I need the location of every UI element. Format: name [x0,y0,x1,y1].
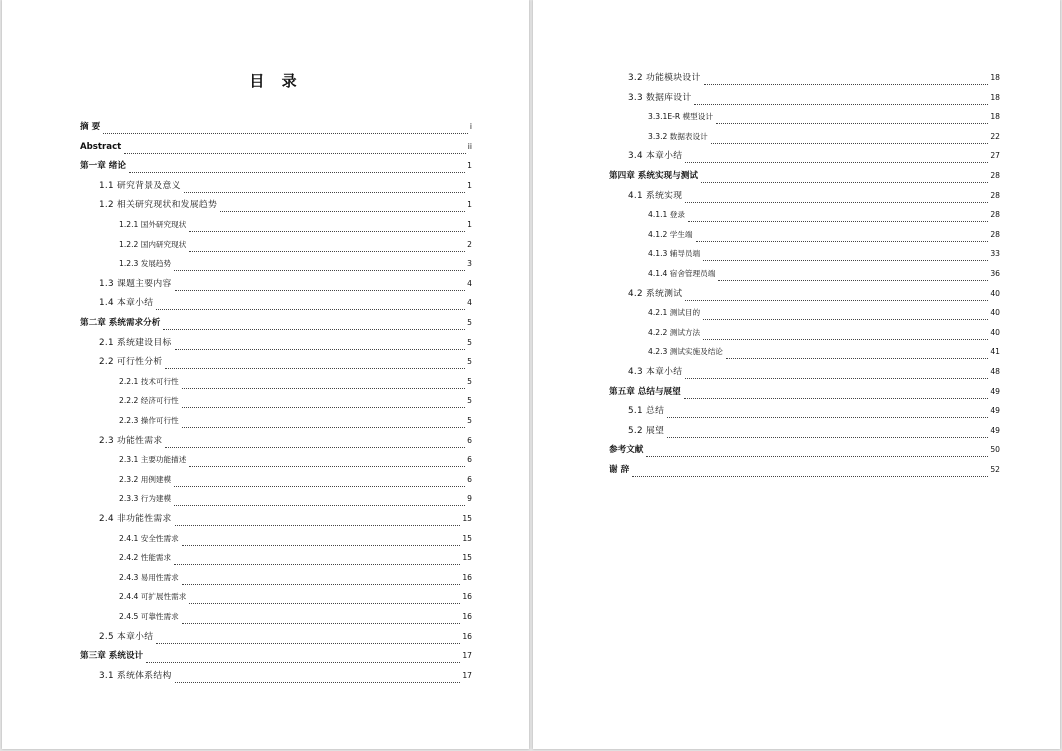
toc-entry-page-number: 1 [467,180,472,190]
dot-leader [703,251,988,261]
toc-entry-page-number: ii [467,141,472,151]
dot-leader [124,144,466,154]
dot-leader [165,438,465,448]
toc-entry-label: 4.2 系统测试 [628,288,683,299]
toc-entry[interactable] [609,385,1000,399]
toc-entry-page-number: 5 [467,416,472,425]
toc-entry-label: 摘 要 [80,122,101,132]
toc-entry-page-number: 4 [467,278,472,288]
toc-entry[interactable] [99,512,472,526]
toc-entry[interactable] [628,149,1000,163]
toc-entry[interactable] [628,404,1000,418]
toc-entry[interactable] [119,375,472,389]
toc-entry-label: 5.1 总结 [628,406,665,417]
dot-leader [189,222,465,232]
toc-entry-label: 3.3 数据库设计 [628,92,692,103]
toc-entry-label: 2.4 非功能性需求 [99,514,172,524]
toc-entry-label: 2.4.1 安全性需求 [119,533,179,543]
toc-entry-page-number: 5 [467,357,472,367]
dot-leader [165,359,465,369]
toc-entry-page-number: 48 [990,367,1000,376]
toc-entry-page-number: 22 [990,131,1000,141]
toc-page-left [2,0,529,749]
toc-entry-page-number: 40 [990,308,1000,318]
toc-entry[interactable] [80,316,472,330]
toc-entry-page-number: 5 [467,318,472,327]
toc-entry-page-number: 36 [990,269,1000,278]
toc-entry[interactable] [99,630,472,644]
dot-leader [156,300,465,310]
dot-leader [182,536,461,546]
toc-entry[interactable] [80,649,472,663]
toc-entry-label: 3.1 系统体系结构 [99,670,172,681]
toc-entry[interactable] [119,492,472,506]
dot-leader [156,634,460,644]
toc-title: 目 录 [249,72,303,90]
toc-entry[interactable] [119,473,472,487]
toc-entry-label: 1.2.2 国内研究现状 [119,239,187,249]
toc-entry-page-number: 6 [467,455,472,465]
dot-leader [175,340,466,350]
toc-entry[interactable] [80,159,472,173]
dot-leader [184,183,465,193]
toc-entry-page-number: 28 [990,190,1000,200]
toc-entry-label: 3.3.2 数据表设计 [648,131,708,141]
toc-entry[interactable] [648,306,1000,320]
dot-leader [685,153,988,163]
toc-entry-label: 2.3.2 用例建模 [119,474,172,484]
toc-entry-label: 2.5 本章小结 [99,631,154,642]
toc-entry-label: 2.4.5 可靠性需求 [119,612,179,621]
toc-entry-page-number: 1 [467,200,472,210]
toc-entry[interactable] [648,110,1000,124]
toc-entry-label: 第三章 系统设计 [80,651,144,662]
toc-entry[interactable] [628,424,1000,438]
dot-leader [632,467,988,477]
dot-leader [726,349,988,359]
toc-entry-page-number: 2 [467,239,472,249]
dot-leader [716,114,988,124]
toc-entry-page-number: i [469,122,472,131]
toc-entry-label: 第五章 总结与展望 [609,386,681,397]
toc-entry-label: 2.3 功能性需求 [99,435,163,446]
toc-entry-label: 3.4 本章小结 [628,151,683,162]
toc-entry-page-number: 6 [467,474,472,484]
toc-entry-label: 2.2.2 经济可行性 [119,396,179,406]
toc-entry-label: 3.3.1E-R 模型设计 [648,112,713,122]
toc-entry[interactable] [119,610,472,624]
toc-entry-page-number: 18 [990,92,1000,102]
toc-entry[interactable] [648,247,1000,261]
toc-entry[interactable] [628,287,1000,301]
toc-entry-page-number: 6 [467,435,472,445]
toc-entry-label: 1.2.1 国外研究现状 [119,220,187,229]
toc-entry-label: 4.2.1 测试目的 [648,308,701,318]
toc-entry[interactable] [628,71,1000,85]
dot-leader [646,447,988,457]
toc-entry-page-number: 40 [990,327,1000,337]
dot-leader [174,555,460,565]
toc-entry-page-number: 40 [990,288,1000,298]
toc-entry-label: 1.4 本章小结 [99,298,154,309]
toc-entry-page-number: 49 [990,425,1000,435]
dot-leader [685,291,988,301]
toc-page-right [533,0,1060,749]
toc-entry-label: 第四章 系统实现与测试 [609,171,698,181]
toc-entry-label: 2.3.1 主要功能描述 [119,455,187,465]
toc-entry-page-number: 50 [990,445,1000,455]
toc-entry-page-number: 3 [467,259,472,269]
dot-leader [694,95,988,105]
toc-entry-page-number: 18 [990,112,1000,122]
toc-entry[interactable] [99,277,472,291]
dot-leader [175,673,461,683]
toc-entry-page-number: 16 [462,612,472,621]
toc-entry[interactable] [648,267,1000,281]
toc-entry[interactable] [648,228,1000,242]
dot-leader [174,477,465,487]
dot-leader [684,389,989,399]
toc-entry[interactable] [99,355,472,369]
dot-leader [146,653,460,663]
toc-entry-page-number: 17 [462,670,472,680]
dot-leader [685,193,988,203]
toc-entry-label: 第一章 绪论 [80,161,126,172]
toc-entry-page-number: 5 [467,396,472,406]
dot-leader [174,496,465,506]
dot-leader [189,457,465,467]
dot-leader [174,261,465,271]
toc-list-left [2,0,529,749]
toc-entry-page-number: 49 [990,406,1000,416]
toc-entry[interactable] [99,336,472,350]
toc-entry[interactable] [119,590,472,604]
toc-entry-page-number: 16 [462,592,472,602]
toc-entry[interactable] [119,394,472,408]
toc-entry-label: 4.1 系统实现 [628,190,683,201]
toc-entry[interactable] [119,257,472,271]
toc-entry-label: 2.4.3 易用性需求 [119,572,179,582]
dot-leader [182,418,465,428]
toc-entry[interactable] [648,208,1000,222]
toc-entry[interactable] [119,532,472,546]
toc-entry-page-number: 4 [467,298,472,308]
toc-entry-page-number: 16 [462,631,472,641]
dot-leader [189,594,460,604]
toc-entry-label: 2.1 系统建设目标 [99,337,172,348]
dot-leader [182,398,465,408]
dot-leader [667,408,988,418]
dot-leader [696,232,989,242]
toc-entry-label: 1.2 相关研究现状和发展趋势 [99,200,218,211]
toc-entry[interactable] [99,669,472,683]
toc-entry-page-number: 16 [462,572,472,582]
toc-entry-label: 5.2 展望 [628,425,665,436]
toc-entry-page-number: 5 [467,376,472,386]
toc-entry-page-number: 9 [467,494,472,504]
toc-entry-page-number: 28 [990,210,1000,220]
toc-entry[interactable] [609,169,1000,183]
toc-entry-page-number: 15 [462,514,472,523]
toc-entry[interactable] [628,189,1000,203]
toc-entry-label: 4.3 本章小结 [628,367,683,377]
dot-leader [189,242,465,252]
toc-entry-label: 2.4.2 性能需求 [119,553,172,563]
toc-entry[interactable] [648,326,1000,340]
toc-entry[interactable] [628,91,1000,105]
dot-leader [718,271,988,281]
toc-entry[interactable] [609,463,1000,477]
toc-entry-label: 2.4.4 可扩展性需求 [119,592,187,602]
toc-entry[interactable] [648,130,1000,144]
dot-leader [103,124,468,134]
toc-entry-label: 2.2.3 操作可行性 [119,416,179,425]
toc-entry-page-number: 41 [990,347,1000,357]
toc-entry-label: 2.3.3 行为建模 [119,494,172,504]
toc-entry[interactable] [119,551,472,565]
toc-entry-page-number: 28 [990,229,1000,239]
toc-entry[interactable] [628,365,1000,379]
dot-leader [175,516,461,526]
dot-leader [685,369,988,379]
toc-entry[interactable] [99,434,472,448]
toc-entry[interactable] [119,218,472,232]
toc-entry-page-number: 33 [990,249,1000,259]
toc-entry-label: 1.1 研究背景及意义 [99,180,181,191]
toc-entry[interactable] [99,179,472,193]
dot-leader [182,379,465,389]
dot-leader [220,202,465,212]
dot-leader [688,212,988,222]
toc-entry-label: 1.3 课题主要内容 [99,278,172,289]
toc-entry-label: 1.2.3 发展趋势 [119,259,172,269]
toc-entry-label: Abstract [80,141,122,152]
toc-entry-page-number: 15 [462,533,472,543]
toc-entry-page-number: 18 [990,73,1000,82]
toc-entry-page-number: 52 [990,465,1000,474]
dot-leader [667,428,988,438]
toc-entry[interactable] [119,453,472,467]
toc-entry-label: 4.2.3 测试实施及结论 [648,347,723,357]
toc-entry[interactable] [609,443,1000,457]
toc-entry-page-number: 17 [462,651,472,661]
dot-leader [701,173,988,183]
dot-leader [129,163,465,173]
dot-leader [182,614,461,624]
toc-entry-page-number: 27 [990,151,1000,161]
toc-entry-label: 4.1.2 学生端 [648,229,693,239]
dot-leader [182,575,461,585]
toc-entry[interactable] [119,238,472,252]
toc-entry-page-number: 49 [990,386,1000,396]
toc-entry[interactable] [99,198,472,212]
dot-leader [163,320,465,330]
dot-leader [175,281,466,291]
dot-leader [711,134,989,144]
toc-entry[interactable] [80,120,472,134]
toc-entry-label: 4.2.2 测试方法 [648,327,701,337]
toc-entry-label: 3.2 功能模块设计 [628,73,701,83]
toc-entry-page-number: 1 [467,161,472,171]
toc-entry[interactable] [648,345,1000,359]
toc-entry-label: 4.1.1 登录 [648,210,685,220]
toc-entry[interactable] [80,140,472,154]
toc-entry-label: 2.2.1 技术可行性 [119,376,179,386]
toc-entry-label: 2.2 可行性分析 [99,357,163,368]
toc-entry-label: 4.1.3 辅导员端 [648,249,701,259]
dot-leader [703,310,988,320]
toc-entry-page-number: 1 [467,220,472,229]
toc-entry-label: 参考文献 [609,445,644,456]
toc-entry-page-number: 5 [467,337,472,347]
toc-entry-label: 谢 辞 [609,465,630,475]
toc-list-right [533,0,1060,749]
toc-entry[interactable] [99,296,472,310]
dot-leader [703,330,988,340]
toc-entry[interactable] [119,414,472,428]
toc-entry-page-number: 28 [990,171,1000,180]
toc-entry-page-number: 15 [462,553,472,563]
toc-entry-label: 第二章 系统需求分析 [80,318,161,328]
dot-leader [704,75,989,85]
toc-entry-label: 4.1.4 宿舍管理员端 [648,269,716,278]
toc-entry[interactable] [119,571,472,585]
